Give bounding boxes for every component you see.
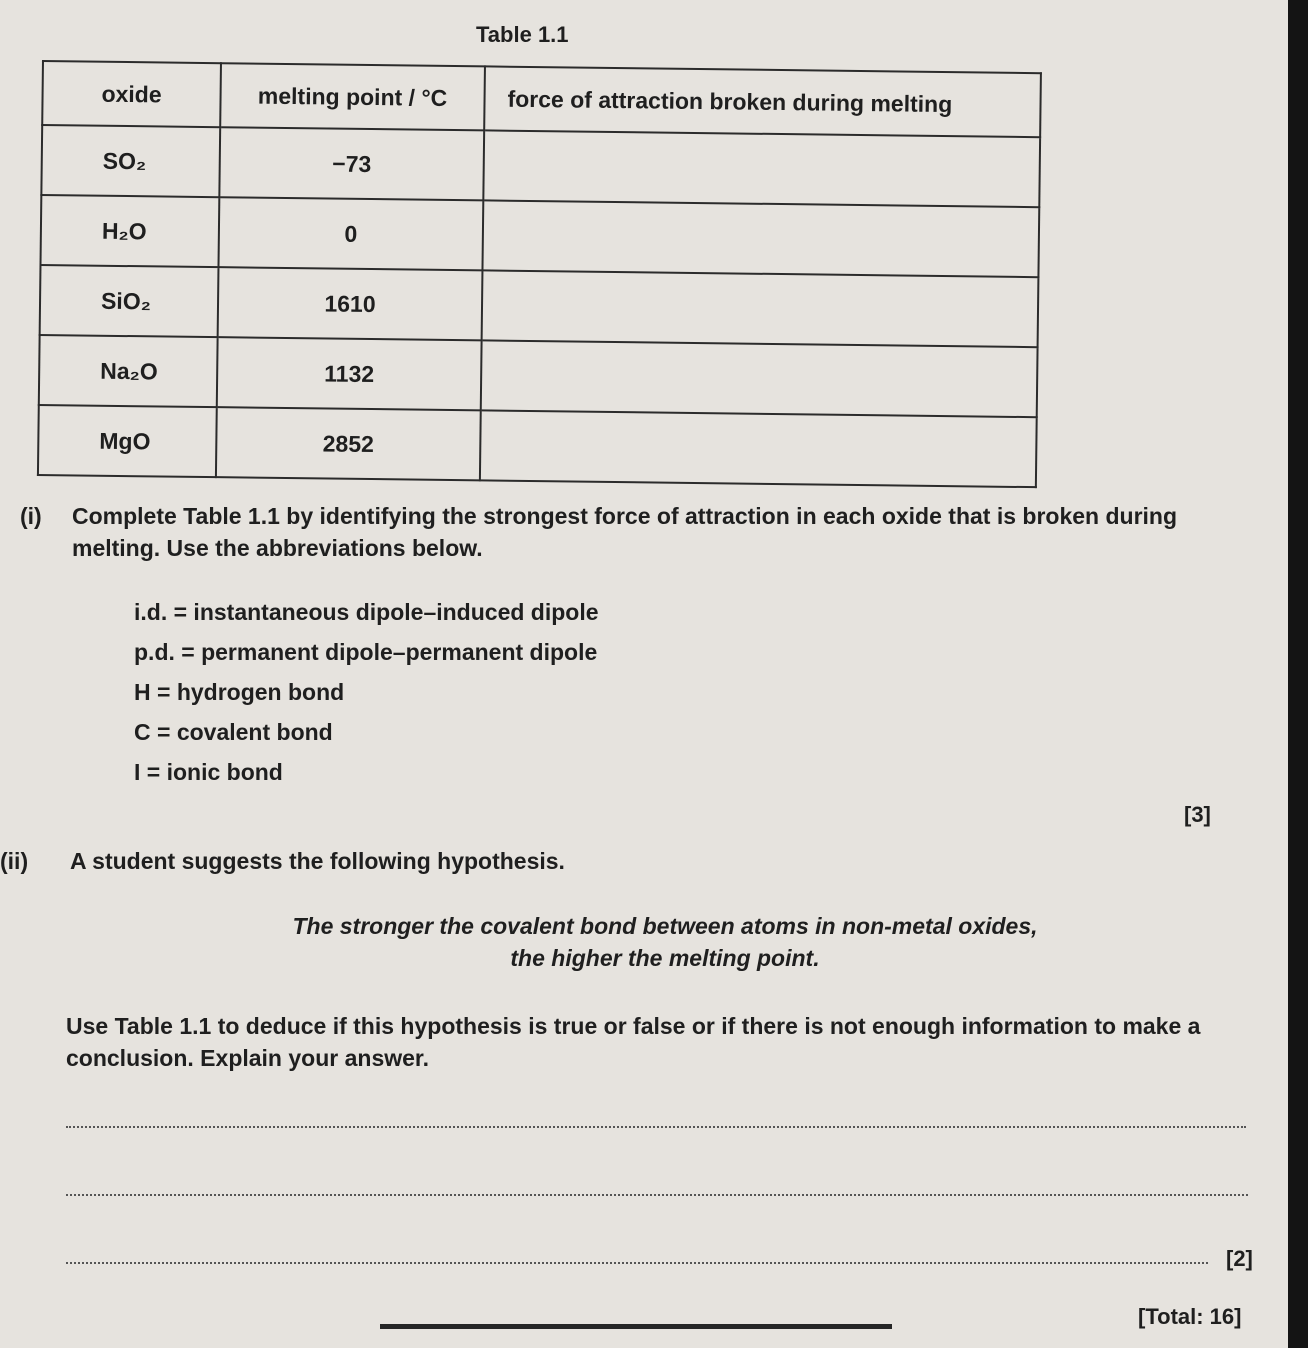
abbreviation-item: I = ionic bond xyxy=(134,759,283,785)
force-answer-cell[interactable] xyxy=(482,200,1039,277)
oxide-cell: Na₂O xyxy=(39,335,218,407)
melting-point-cell: 1132 xyxy=(217,337,482,410)
hypothesis xyxy=(180,910,1150,974)
oxide-cell: H₂O xyxy=(40,195,219,267)
part-ii-text: A student suggests the following hypothesis. xyxy=(70,848,565,874)
header-oxide: oxide xyxy=(42,61,221,127)
hypothesis-line-1: The stronger the covalent bond between atoms in non-metal oxides, xyxy=(292,913,1038,939)
oxide-cell: SO₂ xyxy=(41,125,220,197)
melting-point-cell: 2852 xyxy=(216,407,481,480)
photo-edge xyxy=(1288,0,1308,1348)
force-answer-cell[interactable] xyxy=(480,410,1037,487)
table-header-row xyxy=(42,61,1041,137)
part-i-marks: [3] xyxy=(1184,802,1211,827)
answer-line[interactable] xyxy=(66,1262,1208,1264)
part-i-number: (i) xyxy=(20,503,42,529)
force-answer-cell[interactable] xyxy=(482,270,1039,347)
header-melting-point: melting point / °C xyxy=(220,63,485,130)
force-answer-cell[interactable] xyxy=(483,130,1040,207)
answer-line[interactable] xyxy=(66,1194,1248,1196)
table-row xyxy=(38,405,1037,487)
abbreviation-list xyxy=(134,592,599,792)
oxide-cell: MgO xyxy=(38,405,217,477)
oxide-cell: SiO₂ xyxy=(40,265,219,337)
melting-point-cell: 0 xyxy=(218,197,483,270)
part-ii-instruction: Use Table 1.1 to deduce if this hypothesis is true or false or if there is not enough information to make a conclusion. Explain your answer. xyxy=(66,1013,1201,1071)
table-row xyxy=(40,265,1039,347)
header-force: force of attraction broken during melting xyxy=(484,66,1041,137)
table-row xyxy=(39,335,1038,417)
table-row xyxy=(40,195,1039,277)
melting-point-cell: −73 xyxy=(219,127,484,200)
abbreviation-item: p.d. = permanent dipole–permanent dipole xyxy=(134,639,598,665)
part-i-text: Complete Table 1.1 by identifying the strongest force of attraction in each oxide that is broken during melting. Use the abbreviations below. xyxy=(72,503,1178,561)
answer-line[interactable] xyxy=(66,1126,1246,1128)
total-marks: [Total: 16] xyxy=(1138,1304,1242,1329)
force-answer-cell[interactable] xyxy=(481,340,1038,417)
table-caption: Table 1.1 xyxy=(476,22,569,47)
table-row xyxy=(41,125,1040,207)
abbreviation-item: C = covalent bond xyxy=(134,719,333,745)
abbreviation-item: H = hydrogen bond xyxy=(134,679,345,705)
hypothesis-line-2: the higher the melting point. xyxy=(510,945,820,971)
abbreviation-item: i.d. = instantaneous dipole–induced dipole xyxy=(134,599,599,625)
end-rule xyxy=(380,1324,892,1329)
melting-point-cell: 1610 xyxy=(218,267,483,340)
part-ii-number: (ii) xyxy=(0,848,29,874)
part-ii-marks: [2] xyxy=(1226,1246,1253,1271)
oxide-table xyxy=(37,60,1042,488)
